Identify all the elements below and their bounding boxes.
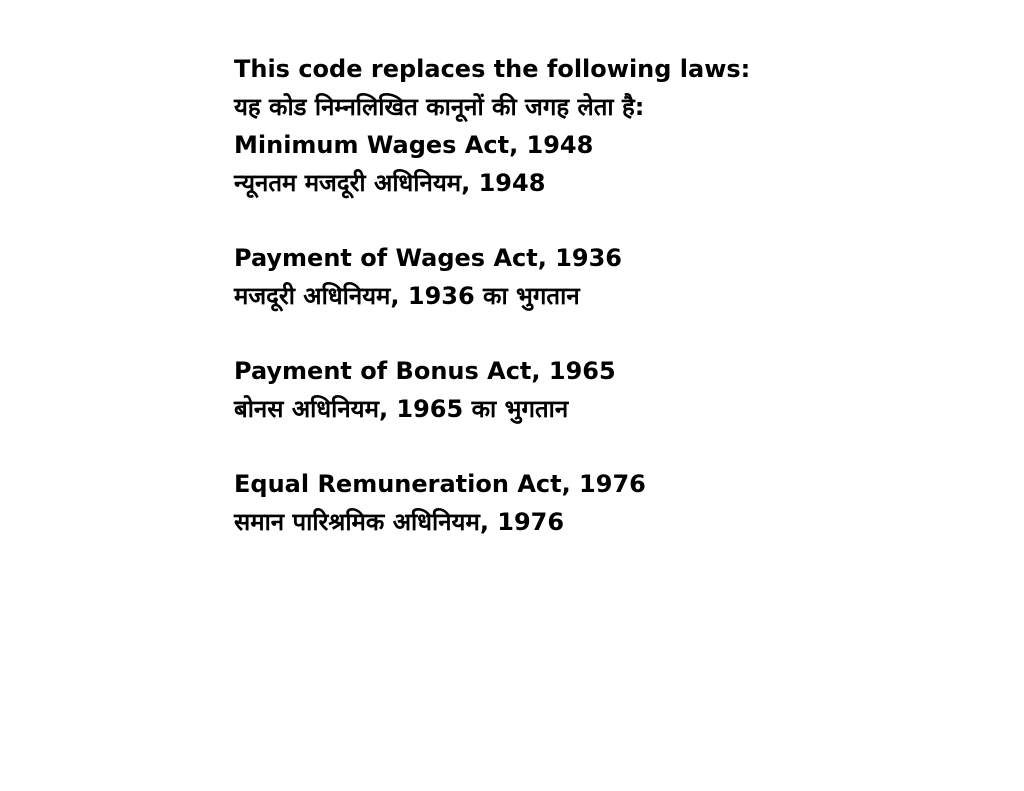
heading-english: This code replaces the following laws: <box>234 55 751 83</box>
spacer <box>234 428 994 465</box>
law-hindi-minimum-wages: न्यूनतम मजदूरी अधिनियम, 1948 <box>234 169 546 197</box>
law-english-payment-of-bonus: Payment of Bonus Act, 1965 <box>234 357 616 385</box>
spacer <box>234 315 994 352</box>
heading-hindi: यह कोड निम्नलिखित कानूनों की जगह लेता है: <box>234 93 645 121</box>
spacer <box>234 202 994 239</box>
law-hindi-payment-of-bonus: बोनस अधिनियम, 1965 का भुगतान <box>234 395 569 423</box>
law-english-equal-remuneration: Equal Remuneration Act, 1976 <box>234 470 646 498</box>
law-english-minimum-wages: Minimum Wages Act, 1948 <box>234 131 594 159</box>
law-english-payment-of-wages: Payment of Wages Act, 1936 <box>234 244 622 272</box>
document-body <box>234 50 994 541</box>
law-hindi-equal-remuneration: समान पारिश्रमिक अधिनियम, 1976 <box>234 508 565 536</box>
law-hindi-payment-of-wages: मजदूरी अधिनियम, 1936 का भुगतान <box>234 282 580 310</box>
